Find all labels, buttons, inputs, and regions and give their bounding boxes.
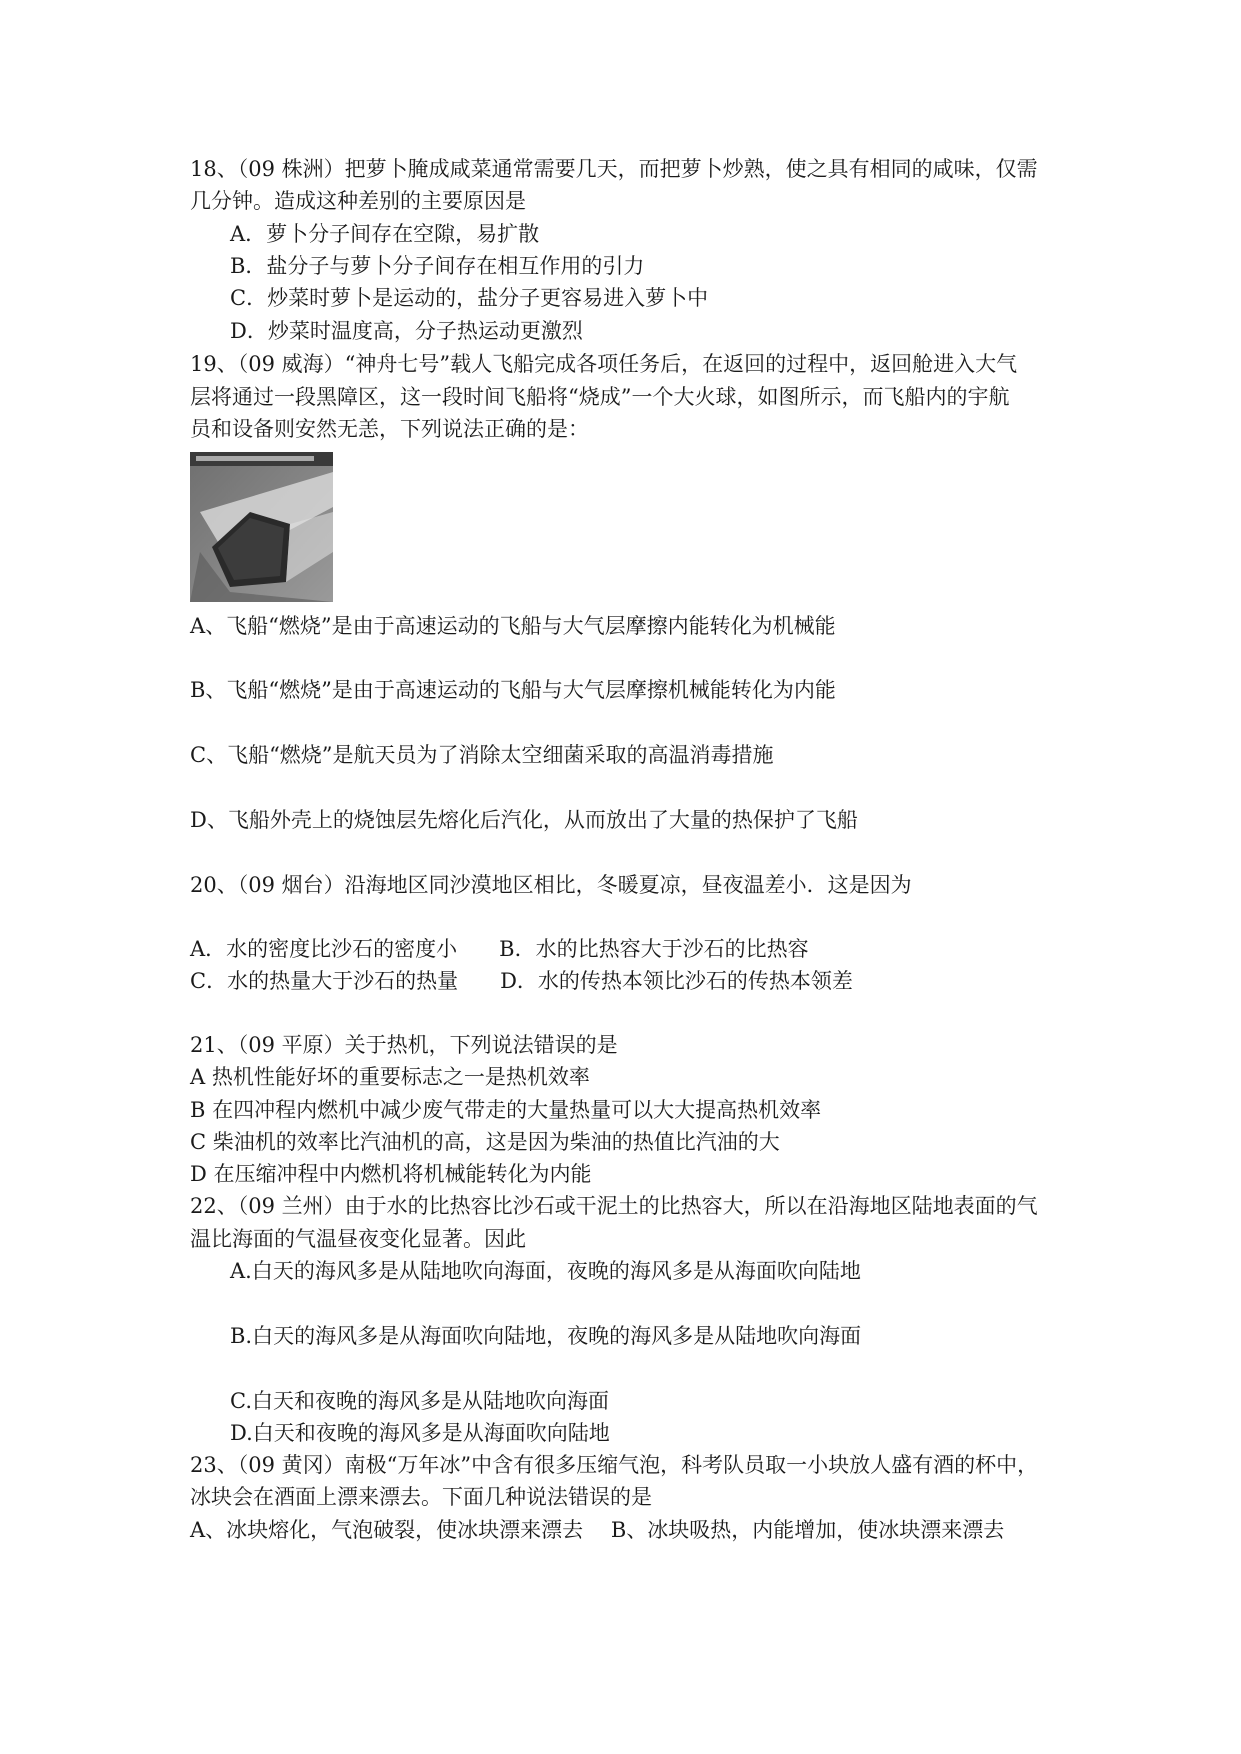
q22-stem-line2: 温比海面的气温昼夜变化显著。因此 xyxy=(190,1227,526,1251)
q22-option-a: A.白天的海风多是从陆地吹向海面，夜晚的海风多是从海面吹向陆地 xyxy=(230,1259,861,1283)
q21-stem: 21、（09 平原）关于热机，下列说法错误的是 xyxy=(190,1033,618,1057)
q19-option-d: D、飞船外壳上的烧蚀层先熔化后汽化，从而放出了大量的热保护了飞船 xyxy=(190,808,858,832)
q21-option-b: B 在四冲程内燃机中减少废气带走的大量热量可以大大提高热机效率 xyxy=(190,1098,822,1122)
q18-stem-line2: 几分钟。造成这种差别的主要原因是 xyxy=(190,189,526,213)
q21-option-d: D 在压缩冲程中内燃机将机械能转化为内能 xyxy=(190,1162,592,1186)
q21-option-a: A 热机性能好坏的重要标志之一是热机效率 xyxy=(190,1065,590,1089)
q23-stem-line2: 冰块会在酒面上漂来漂去。下面几种说法错误的是 xyxy=(190,1485,652,1509)
q19-option-b: B、飞船“燃烧”是由于高速运动的飞船与大气层摩擦机械能转化为内能 xyxy=(190,678,836,702)
q20-stem: 20、（09 烟台）沿海地区同沙漠地区相比，冬暖夏凉，昼夜温差小．这是因为 xyxy=(190,873,912,897)
q21-option-c: C 柴油机的效率比汽油机的高，这是因为柴油的热值比汽油的大 xyxy=(190,1130,780,1154)
q18-option-a: A．萝卜分子间存在空隙，易扩散 xyxy=(230,222,540,246)
q18-option-b: B．盐分子与萝卜分子间存在相互作用的引力 xyxy=(230,254,645,278)
q20-options-row2: C．水的热量大于沙石的热量 D．水的传热本领比沙石的传热本领差 xyxy=(190,969,853,993)
q20-options-row1: A．水的密度比沙石的密度小 B．水的比热容大于沙石的比热容 xyxy=(190,937,809,961)
q22-stem-line1: 22、（09 兰州）由于水的比热容比沙石或干泥土的比热容大，所以在沿海地区陆地表面的气 xyxy=(190,1194,1038,1218)
q18-stem-line1: 18、（09 株洲）把萝卜腌成咸菜通常需要几天，而把萝卜炒熟，使之具有相同的咸味，仅需 xyxy=(190,157,1038,181)
q22-option-c: C.白天和夜晚的海风多是从陆地吹向海面 xyxy=(230,1389,609,1413)
q23-stem-line1: 23、（09 黄冈）南极“万年冰”中含有很多压缩气泡，科考队员取一小块放人盛有酒的杯中， xyxy=(190,1453,1039,1477)
q22-option-d: D.白天和夜晚的海风多是从海面吹向陆地 xyxy=(230,1421,610,1445)
q19-option-a: A、飞船“燃烧”是由于高速运动的飞船与大气层摩擦内能转化为机械能 xyxy=(190,614,836,638)
spacecraft-reentry-photo xyxy=(190,452,333,602)
q19-stem-line2: 层将通过一段黑障区，这一段时间飞船将“烧成”一个大火球，如图所示，而飞船内的宇航 xyxy=(190,385,1010,409)
q18-option-d: D．炒菜时温度高，分子热运动更激烈 xyxy=(230,319,583,343)
q23-options-row1: A、冰块熔化，气泡破裂，使冰块漂来漂去 B、冰块吸热，内能增加，使冰块漂来漂去 xyxy=(190,1518,1005,1542)
q19-stem-line1: 19、（09 威海）“神舟七号”载人飞船完成各项任务后，在返回的过程中，返回舱进入大气 xyxy=(190,352,1018,376)
q19-option-c: C、飞船“燃烧”是航天员为了消除太空细菌采取的高温消毒措施 xyxy=(190,743,774,767)
q18-option-c: C．炒菜时萝卜是运动的，盐分子更容易进入萝卜中 xyxy=(230,286,709,310)
q22-option-b: B.白天的海风多是从海面吹向陆地，夜晚的海风多是从陆地吹向海面 xyxy=(230,1324,862,1348)
q19-stem-line3: 员和设备则安然无恙，下列说法正确的是： xyxy=(190,417,589,441)
